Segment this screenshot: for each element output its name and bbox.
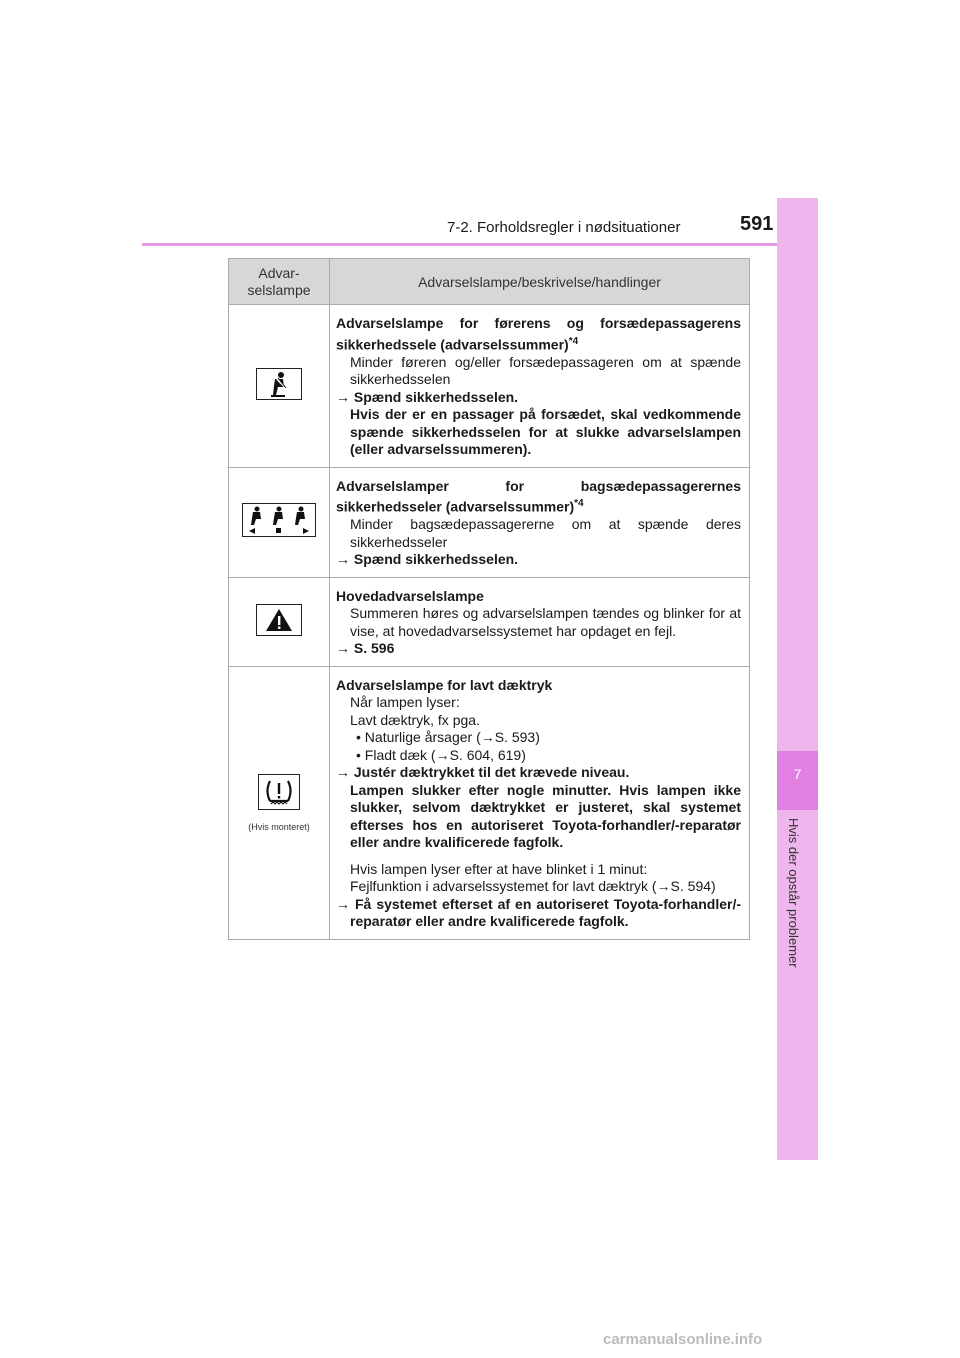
row-action-detail: Lampen slukker efter nogle minutter. Hvis lampen ikke slukker, selvom dæktrykket er justeret, skal systemet efterses hos en autoriseret Toyota-forhandler/-reparatør eller andre kvalificerede fagfolk.	[350, 781, 741, 851]
rear-seatbelt-warning-icon	[242, 503, 316, 537]
warning-lamp-table	[228, 258, 750, 940]
column-header-description: Advarselslampe/beskrivelse/handlinger	[330, 259, 750, 305]
row-description: Summeren høres og advarselslampen tændes og blinker for at vise, at hovedadvarselssystemet har opdaget en fejl.	[350, 605, 741, 639]
chapter-side-tab	[777, 198, 818, 1160]
row-description: Hvis lampen lyser efter at have blinket i 1 minut:	[350, 860, 648, 877]
row-title: Hovedadvarselslampe	[336, 587, 484, 604]
table-row	[229, 577, 750, 666]
master-warning-icon	[256, 604, 302, 636]
page-number: 591	[740, 213, 774, 235]
row-action: → Spænd sikkerhedsselen.	[336, 551, 519, 568]
header-rule	[142, 243, 818, 246]
list-item: • Fladt dæk (→S. 604, 619)	[356, 746, 526, 763]
chapter-number: 7	[777, 751, 818, 810]
row-action-detail: Hvis der er en passager på forsædet, skal vedkommende spænde sikkerhedsselen for at slukke advarselslampen (eller advarselssummeren).	[350, 406, 741, 458]
row-action: → S. 596	[336, 640, 395, 657]
table-header-row	[229, 259, 750, 305]
section-title: 7-2. Forholdsregler i nødsituationer	[447, 219, 681, 236]
fitted-note: (Hvis monteret)	[248, 821, 310, 832]
row-description: Lavt dæktryk, fx pga.	[350, 711, 480, 728]
column-header-lamp: Advar- selslampe	[229, 259, 330, 305]
row-action: → Spænd sikkerhedsselen.	[336, 388, 519, 405]
chapter-title: Hvis der opstår problemer	[786, 818, 801, 968]
row-description: Minder bagsædepassagererne om at spænde deres sikkerhedsseler	[350, 516, 741, 550]
seatbelt-warning-icon	[256, 368, 302, 400]
table-row	[229, 305, 750, 468]
table-row	[229, 666, 750, 939]
row-title: Advarselslamper for bagsædepassagerernes sikkerhedsseler (advarselssummer)$^{*4}$	[336, 477, 741, 515]
table-row	[229, 467, 750, 577]
row-title: Advarselslampe for lavt dæktryk	[336, 676, 553, 693]
list-item: • Naturlige årsager (→S. 593)	[356, 729, 540, 746]
row-description: Når lampen lyser:	[350, 694, 460, 711]
tire-pressure-warning-icon	[258, 774, 300, 810]
watermark: carmanualsonline.info	[603, 1331, 763, 1348]
row-description: Minder føreren og/eller forsædepassageren om at spænde sikkerhedsselen	[350, 353, 741, 388]
row-description: Fejlfunktion i advarselssystemet for lavt dæktryk (→S. 594)	[350, 878, 716, 895]
row-title: Advarselslampe for førerens og forsædepassagerens sikkerhedssele (advarselssummer)$^{*4}$	[336, 315, 741, 353]
row-action: → Justér dæktrykket til det krævede niveau.	[336, 764, 630, 781]
row-action: → Få systemet efterset af en autoriseret Toyota-forhandler/-reparatør eller andre kvalificerede fagfolk.	[336, 895, 741, 930]
